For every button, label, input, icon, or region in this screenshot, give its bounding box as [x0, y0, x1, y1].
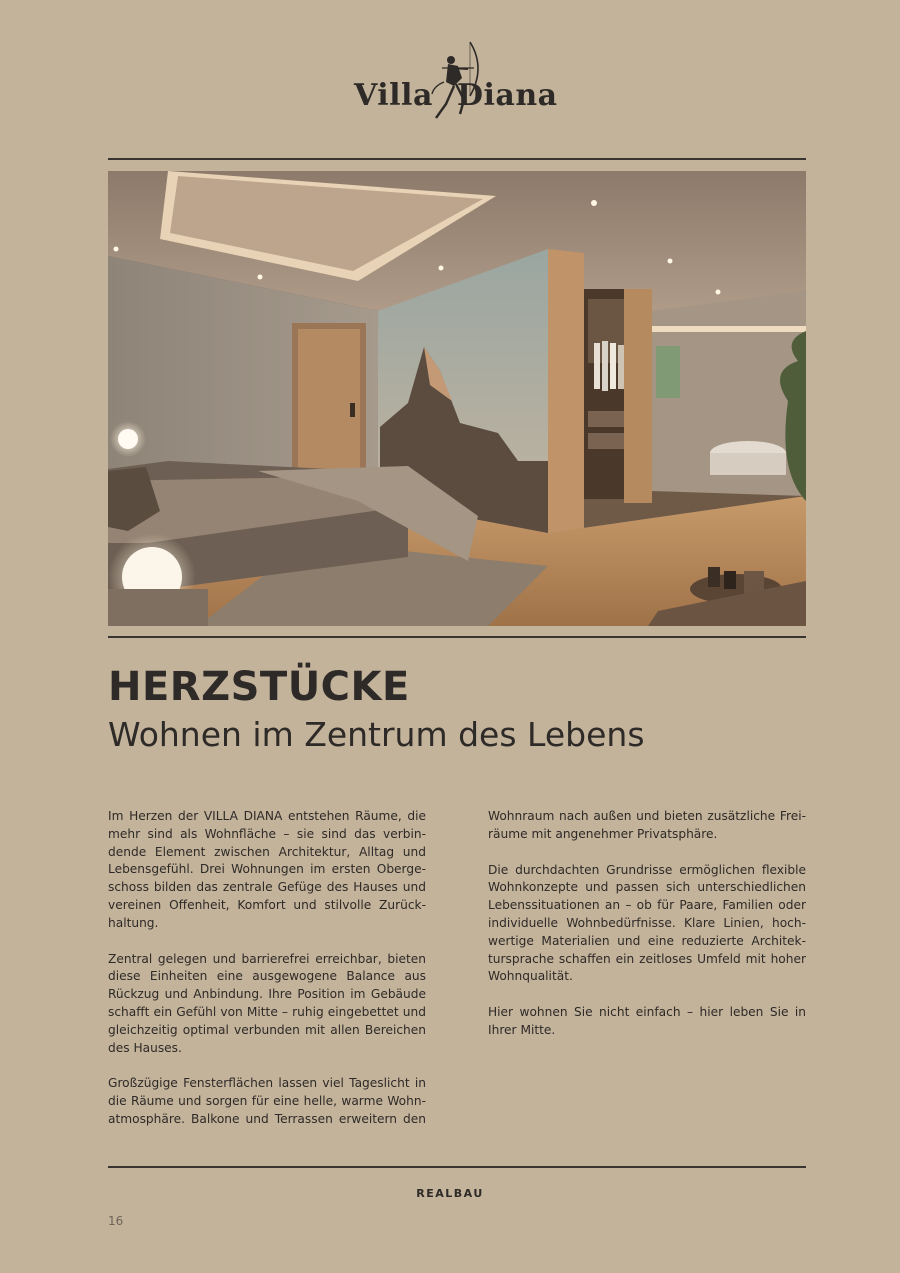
text-line: atmosphäre. Balkone und Terrassen erweitern den	[108, 1111, 426, 1126]
top-divider	[108, 158, 806, 160]
text-line: Lebensgefühl. Drei Wohnungen im ersten Oberge-	[108, 862, 426, 877]
logo-word-diana: Diana	[457, 78, 558, 113]
text-line: dende Element zwischen Architektur, Alltag und	[108, 844, 426, 859]
footer-brand: REALBAU	[416, 1187, 484, 1200]
text-line: Wohnkonzepte und passen sich unterschiedlichen	[488, 880, 806, 895]
text-line: Wohnqualität.	[488, 969, 573, 984]
text-line: Ihrer Mitte.	[488, 1022, 556, 1037]
text-line: Großzügige Fensterflächen lassen viel Tageslicht in	[108, 1076, 426, 1091]
text-line: räume mit angenehmer Privatsphäre.	[488, 826, 718, 841]
text-line: wertige Materialien und eine reduzierte Architek-	[488, 933, 806, 948]
paragraph	[488, 1004, 806, 1040]
text-line: haltung.	[108, 915, 159, 930]
text-line: des Hauses.	[108, 1040, 182, 1055]
text-line: individuelle Wohnbedürfnisse. Klare Linien, hoch-	[488, 915, 806, 930]
paragraph	[488, 808, 806, 844]
text-line: diese Einheiten eine ausgewogene Balance aus	[108, 969, 426, 984]
body-column-left	[108, 808, 426, 1147]
paragraph	[108, 1075, 426, 1128]
footer-divider	[108, 1166, 806, 1168]
text-line: tursprache schaffen ein zeitloses Umfeld mit hoher	[488, 951, 806, 966]
text-line: mehr sind als Wohnfläche – sie sind das verbin-	[108, 826, 426, 841]
page-number: 16	[108, 1214, 124, 1228]
villa-diana-logo	[340, 38, 580, 130]
paragraph	[108, 951, 426, 1058]
text-line: gleichzeitig optimal verbunden mit allen Bereichen	[108, 1022, 426, 1037]
paragraph	[488, 862, 806, 987]
text-line: Rückzug und Anbindung. Ihre Position im Gebäude	[108, 987, 426, 1002]
bedroom-interior-photo	[108, 171, 806, 626]
page-subheadline: Wohnen im Zentrum des Lebens	[108, 715, 645, 754]
text-line: Im Herzen der VILLA DIANA entstehen Räume, die	[108, 809, 426, 823]
text-line: schafft ein Gefühl von Mitte – ruhig eingebettet und	[108, 1004, 426, 1019]
text-line: Zentral gelegen und barrierefrei erreichbar, bieten	[108, 951, 426, 966]
text-line: Wohnraum nach außen und bieten zusätzliche Frei-	[488, 809, 806, 823]
image-bottom-divider	[108, 636, 806, 638]
text-line: Lebenssituationen an – ob für Paare, Familien oder	[488, 898, 806, 913]
logo-word-villa: Villa	[354, 78, 433, 113]
paragraph	[108, 808, 426, 933]
page-headline: HERZSTÜCKE	[108, 664, 410, 710]
text-line: vereinen Offenheit, Komfort und stilvolle Zurück-	[108, 897, 426, 912]
text-line: schoss bilden das zentrale Gefüge des Hauses und	[108, 880, 426, 895]
body-column-right	[488, 808, 806, 1058]
text-line: die Räume und sorgen für eine helle, warme Wohn-	[108, 1094, 426, 1109]
text-line: Die durchdachten Grundrisse ermöglichen flexible	[488, 862, 806, 877]
text-line: Hier wohnen Sie nicht einfach – hier leben Sie in	[488, 1005, 806, 1020]
